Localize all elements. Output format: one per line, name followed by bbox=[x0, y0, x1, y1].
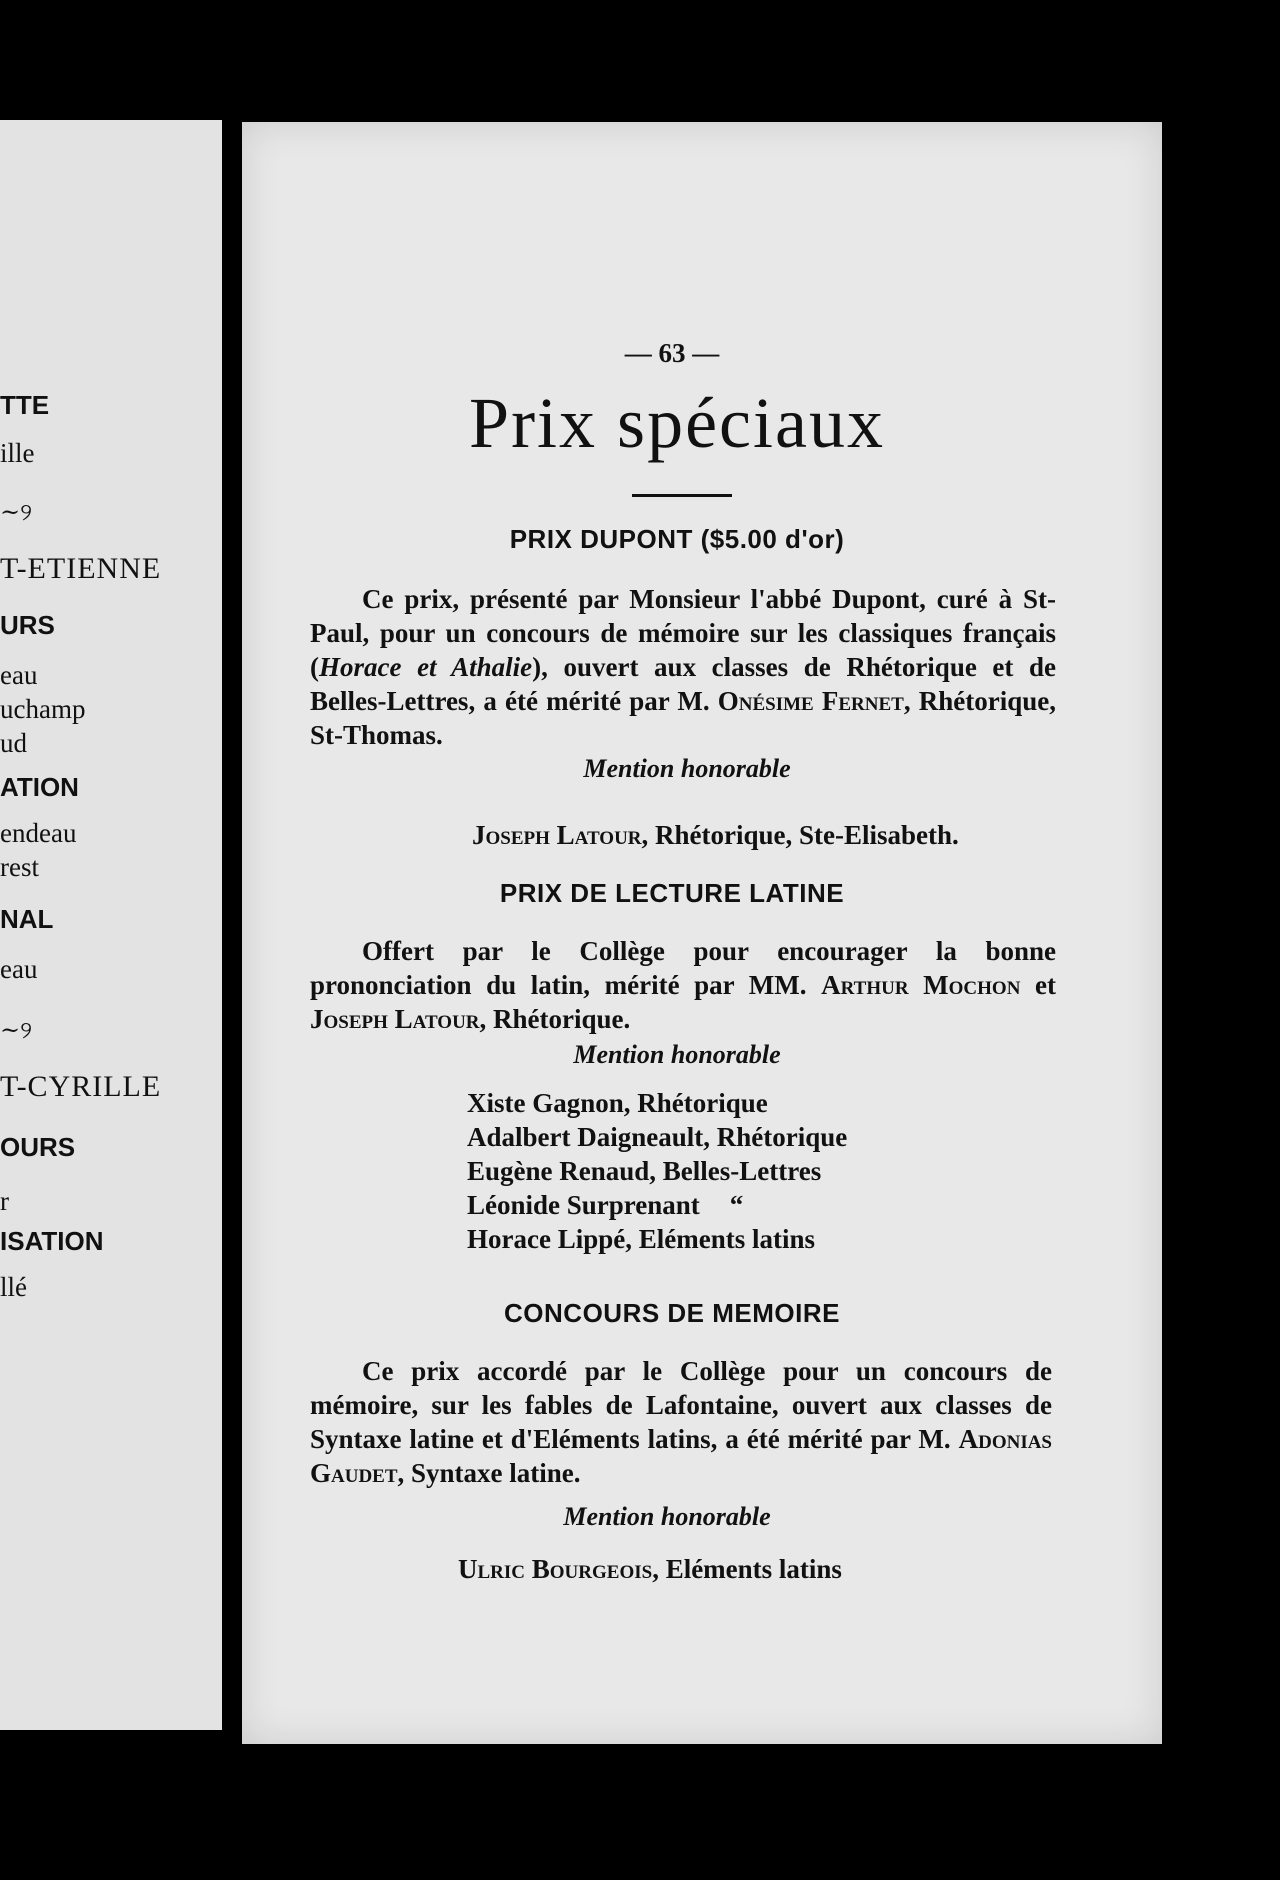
left-fragment: T-CYRILLE bbox=[0, 1070, 162, 1103]
section-heading-lecture-latine: PRIX DE LECTURE LATINE bbox=[499, 878, 845, 908]
winner-name: Arthur Mochon bbox=[821, 970, 1021, 1000]
honorable-mention-entry: Joseph Latour, Rhétorique, Ste-Elisabeth. bbox=[472, 820, 959, 850]
mention-honorable-label: Mention honorable bbox=[573, 1040, 781, 1069]
honorable-mention-entry: Ulric Bourgeois, Eléments latins bbox=[458, 1554, 842, 1584]
left-fragment: endeau bbox=[0, 818, 77, 848]
left-fragment: r bbox=[0, 1186, 9, 1216]
honorable-mention-list bbox=[467, 1086, 847, 1256]
left-fragment: OURS bbox=[0, 1132, 76, 1162]
left-fragment: eau bbox=[0, 954, 38, 984]
section-heading-prix-dupont: PRIX DUPONT ($5.00 d'or) bbox=[509, 524, 845, 554]
ornament-icon: ~୨ bbox=[0, 498, 33, 526]
left-fragment: ISATION bbox=[0, 1226, 104, 1256]
winner-name: Onésime Fernet bbox=[717, 686, 904, 716]
list-item: Horace Lippé, Eléments latins bbox=[467, 1224, 815, 1254]
list-item: Xiste Gagnon, Rhétorique bbox=[467, 1088, 768, 1118]
left-fragment: llé bbox=[0, 1272, 27, 1302]
winner-name: Joseph Latour bbox=[310, 1004, 480, 1034]
left-fragment: ille bbox=[0, 438, 35, 468]
left-fragment: TTE bbox=[0, 390, 50, 420]
list-item: Adalbert Daigneault, Rhétorique bbox=[467, 1122, 848, 1152]
list-item: Léonide Surprenant “ bbox=[467, 1190, 744, 1220]
left-fragment: T-ETIENNE bbox=[0, 552, 162, 585]
left-page-fragment bbox=[0, 120, 222, 1730]
section-paragraph-concours-memoire: Ce prix accordé par le Collège pour un concours de mémoire, sur les fables de Lafontaine, ouvert aux classes de Syntaxe latine et d'Eléments latins, a été mérité par M. Adonias Gaudet, Syntaxe latine. bbox=[310, 1356, 1052, 1488]
left-fragment: eau bbox=[0, 660, 38, 690]
page-number: — 63 — bbox=[624, 338, 720, 368]
section-paragraph-prix-dupont: Ce prix, présenté par Monsieur l'abbé Dupont, curé à St-Paul, pour un concours de mémoire sur les classiques français (Horace et Athalie), ouvert aux classes de Rhétorique et de Belles-Lettres, a été mérité par M. Onésime Fernet, Rhétorique, St-Thomas. bbox=[310, 584, 1056, 750]
list-item: Eugène Renaud, Belles-Lettres bbox=[467, 1156, 822, 1186]
document-page bbox=[242, 122, 1162, 1744]
winner-name: Adonias Gaudet bbox=[310, 1424, 1052, 1488]
left-fragment: ud bbox=[0, 728, 27, 758]
left-fragment: URS bbox=[0, 610, 55, 640]
left-fragment: rest bbox=[0, 852, 39, 882]
title-divider bbox=[632, 494, 732, 497]
page-title: Prix spéciaux bbox=[469, 383, 885, 463]
section-heading-concours-memoire: CONCOURS DE MEMOIRE bbox=[504, 1298, 840, 1328]
section-paragraph-lecture-latine: Offert par le Collège pour encourager la bonne prononciation du latin, mérité par MM. Arthur Mochon et Joseph Latour, Rhétorique. bbox=[310, 936, 1056, 1034]
ornament-icon: ~୨ bbox=[0, 1016, 33, 1044]
left-fragment: uchamp bbox=[0, 694, 86, 724]
mention-honorable-label: Mention honorable bbox=[583, 754, 791, 783]
left-fragment: NAL bbox=[0, 904, 54, 934]
left-fragment: ATION bbox=[0, 772, 79, 802]
mention-honorable-label: Mention honorable bbox=[563, 1502, 771, 1531]
